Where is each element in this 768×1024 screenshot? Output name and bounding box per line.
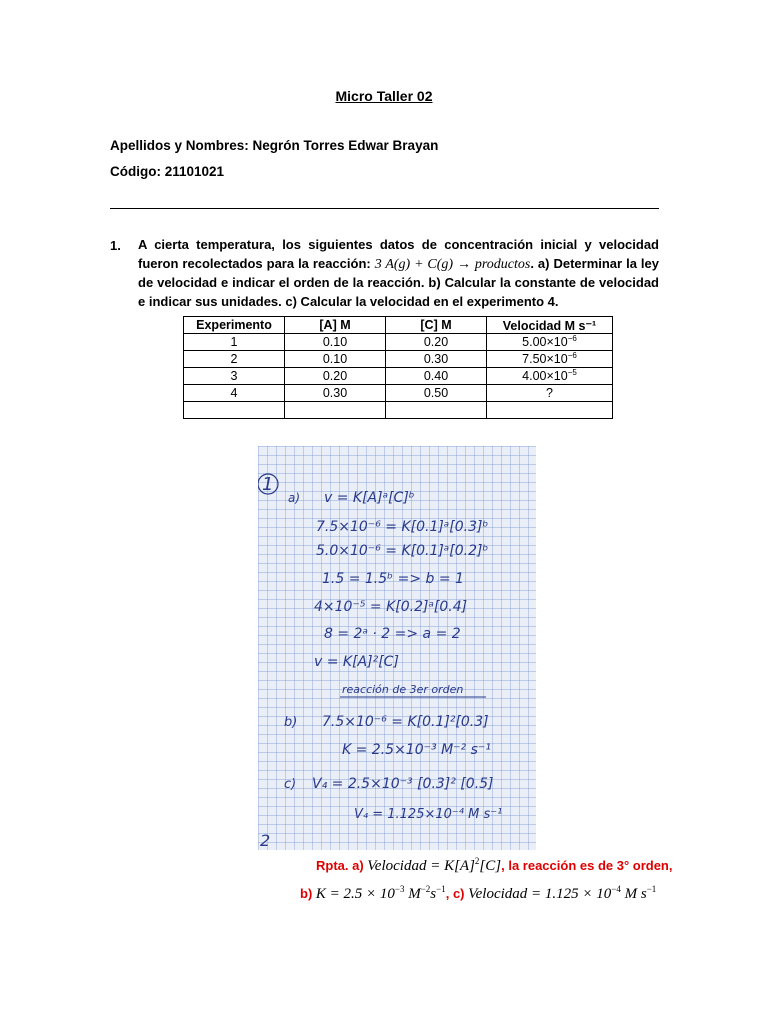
rate-value: Velocidad = $1.125 \times 10^{-4}$ M $s^{-1}$	[468, 884, 657, 902]
hw-line: 5.0×10⁻⁶ = K[0.1]ᵃ[0.2]ᵇ	[316, 543, 489, 559]
cell-rate: ?	[487, 385, 613, 402]
cell-a: 0.10	[285, 351, 386, 368]
hw-line: 1	[262, 474, 274, 495]
table-row	[184, 334, 613, 351]
code-field: Código: 21101021	[110, 164, 225, 179]
hw-line: 7.5×10⁻⁶ = K[0.1]ᵃ[0.3]ᵇ	[316, 519, 489, 535]
cell-exp: 2	[184, 351, 285, 368]
cell-a	[285, 402, 386, 419]
table-row	[184, 402, 613, 419]
cell-a: 0.20	[285, 368, 386, 385]
hw-line: K = 2.5×10⁻³ M⁻² s⁻¹	[342, 742, 491, 758]
header-a: [A] M	[285, 317, 386, 334]
answer-label: Rpta. a)	[316, 858, 368, 873]
header-experiment: Experimento	[184, 317, 285, 334]
cell-rate: $5.00\times 10^{-6}$	[487, 334, 613, 351]
hw-line: 1.5 = 1.5ᵇ => b = 1	[322, 571, 464, 587]
cell-c: 0.50	[386, 385, 487, 402]
cell-rate: $7.50\times 10^{-6}$	[487, 351, 613, 368]
hw-line: 7.5×10⁻⁶ = K[0.1]²[0.3]	[322, 714, 489, 730]
hw-line: 8 = 2ᵃ · 2 => a = 2	[324, 626, 461, 642]
answer-line-1	[316, 858, 673, 875]
document-title: Micro Taller 02	[335, 88, 433, 104]
rate-law: Velocidad = $K[A]^2[C]$	[367, 856, 502, 874]
cell-exp	[184, 402, 285, 419]
cell-rate	[487, 402, 613, 419]
hw-line: b)	[284, 715, 298, 730]
header-c: [C] M	[386, 317, 487, 334]
hw-line: v = K[A]ᵃ[C]ᵇ	[324, 490, 415, 506]
data-table	[183, 316, 613, 419]
cell-exp: 1	[184, 334, 285, 351]
hw-line: V₄ = 1.125×10⁻⁴ M s⁻¹	[354, 807, 503, 822]
rate-constant: $K = 2.5 \times 10^{-3}$ $M^{-2}s^{-1}$	[315, 884, 446, 902]
cell-a: 0.10	[285, 334, 386, 351]
header-rate: Velocidad M s⁻¹	[487, 317, 613, 334]
cell-c: 0.30	[386, 351, 487, 368]
hw-line: V₄ = 2.5×10⁻³ [0.3]² [0.5]	[312, 776, 494, 792]
table-row	[184, 368, 613, 385]
cell-exp: 4	[184, 385, 285, 402]
separator-line	[110, 208, 659, 209]
hw-line: reacción de 3er orden	[342, 683, 464, 696]
handwritten-solution-photo	[258, 446, 536, 850]
cell-c: 0.20	[386, 334, 487, 351]
table-header-row	[184, 317, 613, 334]
question-number: 1.	[110, 238, 121, 253]
hw-line: c)	[284, 777, 297, 792]
hw-line: v = K[A]²[C]	[314, 654, 399, 670]
answer-line-2: b) $K = 2.5 \times 10^{-3}$ $M^{-2}s^{-1}$, c) Velocidad = $1.125 \times 10^{-4}$ M $s^{-1}$	[300, 884, 657, 902]
table-row	[184, 351, 613, 368]
table-row	[184, 385, 613, 402]
cell-exp: 3	[184, 368, 285, 385]
question-text: A cierta temperatura, los siguientes datos de concentración inicial y velocidad fueron recolectados para la reacción: 3 A(g) + C(g) → productos. a) Determinar la ley de velocidad e indicar el orden de la reacción. b) Calcular la constante de velocidad e indicar sus unidades. c) Calcular la velocidad en el experimento 4.	[138, 237, 659, 309]
cell-c: 0.40	[386, 368, 487, 385]
cell-c	[386, 402, 487, 419]
order-text: , la reacción es de 3° orden,	[501, 858, 673, 873]
hw-line: 4×10⁻⁵ = K[0.2]ᵃ[0.4]	[314, 599, 468, 615]
reaction-equation: 3 A(g) + C(g) → productos	[374, 256, 531, 272]
hw-line: 2	[260, 831, 271, 850]
hw-line: a)	[288, 491, 301, 505]
name-field: Apellidos y Nombres: Negrón Torres Edwar Brayan	[110, 138, 439, 153]
cell-rate: $4.00\times 10^{-5}$	[487, 368, 613, 385]
cell-a: 0.30	[285, 385, 386, 402]
